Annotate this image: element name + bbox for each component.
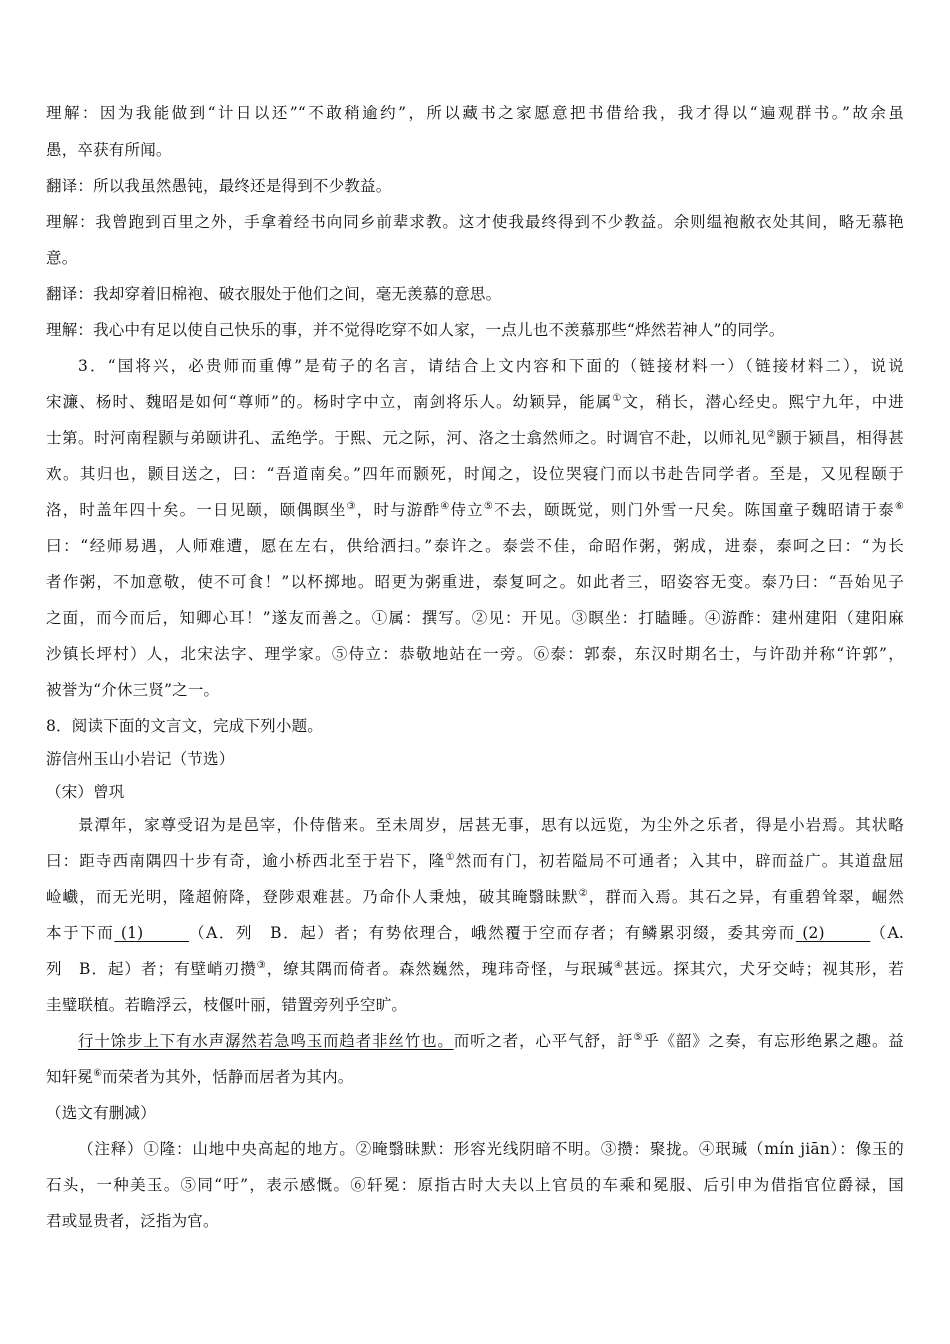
blank-1[interactable] [114,924,189,942]
blank-1-label: (1) [120,924,144,942]
q3-text: 文，稍长，潜心经史。熙宁九年，中进 [622,393,904,411]
q3-line-1: 3．“国将兴，必贵师而重傅”是荀子的名言，请结合上文内容和下面的（链接材料一）（链接材料二），说说 [78,357,904,375]
footnote-mark: ① [445,851,456,863]
q8-passage-line-7 [78,1031,904,1051]
footnote-mark: ④ [440,500,451,512]
q8-author: （宋）曾巩 [46,783,125,801]
q3-text: 洛，时盖年四十矣。一日见颐，颐偶瞑坐 [46,501,347,519]
q8-passage-line-4 [46,923,904,943]
q3-text: 颢于颍昌，相得甚 [776,429,904,447]
q8-title: 游信州玉山小岩记（节选） [46,750,235,768]
passage-text: （A. [870,924,904,942]
footnote-mark: ③ [346,500,357,512]
passage-text: 曰：距寺西南隅四十步有奇，逾小桥西北至于岩下，隆 [46,852,446,870]
q3-text: 宋濂、杨时、魏昭是如何“尊师”的。杨时字中立，南剑将乐人。幼颖异，能属 [46,393,613,411]
footnote-mark: ① [612,392,623,404]
passage-text: ，缭其隅而倚者。森然巍然，瑰玮奇怪，与珉瑊 [266,960,614,978]
translation-line-2: 翻译：我却穿着旧棉袍、破衣服处于他们之间，毫无羡慕的意思。 [46,285,502,303]
q3-line-7: 者作粥，不加意敬，使不可食！”以杯掷地。昭更为粥重进，泰复呵之。如此者三，昭姿容无变。泰乃曰：“吾始见子 [46,573,904,591]
q3-text: 侍立 [450,501,484,519]
q3-line-10: 被誉为“介休三贤”之一。 [46,681,220,699]
q8-notes-line-1: （注释）①隆：山地中央高起的地方。②晻翳昧默：形容光线阴暗不明。③攒：聚拢。④珉瑊（mín jiān）：像玉的 [78,1140,904,1158]
footnote-mark: ④ [613,959,624,971]
q3-text: 士第。时河南程颢与弟颐讲孔、孟绝学。于熙、元之际，河、洛之士翕然师之。时调官不赴，以师礼见 [46,429,767,447]
passage-text: （A．列 B．起）者；有势依理合，峨然覆于空而存者；有鳞累羽缀，委其旁而 [189,924,796,942]
q8-passage-line-5 [46,959,904,979]
explain-line-2: 愚，卒获有所闻。 [46,141,172,159]
q8-passage-line-8 [46,1067,904,1087]
footnote-mark: ⑤ [633,1031,644,1043]
passage-text: 然而有门，初若隘局不可通者；入其中，辟而益广。其道盘屈 [455,852,904,870]
explain-line-4: 意。 [46,249,78,267]
q3-line-6: 曰：“经师易遇，人师难遭，愿在左右，供给洒扫。”泰许之。泰尝不佳，命昭作粥，粥成，进泰，泰呵之曰：“为长 [46,537,904,555]
passage-text: 本于下而 [46,924,115,942]
footnote-mark: ② [766,428,777,440]
passage-text: 而荣者为其外，恬静而居者为其内。 [102,1068,354,1086]
q3-line-8: 之面，而今而后，知卿心耳！”遂友而善之。①属：撰写。②见：开见。③瞑坐：打瞌睡。④游酢：建州建阳（建阳麻 [46,609,904,627]
q8-notes-line-3: 君或显贵者，泛指为官。 [46,1212,219,1230]
passage-text: 甚远。探其穴，犬牙交峙；视其形，若 [623,960,904,978]
explain-line-5: 理解：我心中有足以使自己快乐的事，并不觉得吃穿不如人家，一点儿也不羡慕那些“烨然若神人”的同学。 [46,321,785,339]
passage-text: 崄巇，而无光明，隆超俯降，登陟艰难甚。乃命仆人秉烛，破其晻翳昧默 [46,888,579,906]
q3-line-4: 欢。其归也，颢目送之，曰：“吾道南矣。”四年而颢死，时闻之，设位哭寝门而以书赴告同学者。至是，又见程颐于 [46,465,904,483]
footnote-mark: ⑥ [93,1067,103,1079]
q8-abridged-note: （选文有删减） [46,1104,156,1122]
q3-line-2 [46,392,904,412]
q3-line-9: 沙镇长坪村）人，北宋法字、理学家。⑤侍立：恭敬地站在一旁。⑥泰：郭泰，东汉时期名士，与许劭并称“许郭”， [46,645,904,663]
passage-text: 列 B．起）者；有壁峭刃攒 [46,960,257,978]
q8-passage-line-6: 圭璧联植。若瞻浮云，枝偃叶丽，错置旁列乎空旷。 [46,996,408,1014]
passage-text: 而听之者，心平气舒，訏 [453,1032,634,1050]
blank-2[interactable] [796,924,871,942]
q8-notes-line-2: 石头，一种美玉。⑤同“吁”，表示感慨。⑥轩冕：原指古时大夫以上官员的车乘和冕服、后引申为借指官位爵禄，国 [46,1176,904,1194]
q3-line-3 [46,428,904,448]
explain-line-3: 理解：我曾跑到百里之外，手拿着经书向同乡前辈求教。这才使我最终得到不少教益。余则缊袍敝衣处其间，略无慕艳 [46,213,904,231]
translation-line-1: 翻译：所以我虽然愚钝，最终还是得到不少教益。 [46,177,392,195]
blank-2-label: (2) [802,924,825,942]
footnote-mark: ③ [256,959,267,971]
footnote-mark: ② [578,887,589,899]
passage-text: 乎《韶》之奏，有忘形绝累之趣。益 [643,1032,904,1050]
passage-text: ，群而入焉。其石之异，有重碧耸翠，崛然 [588,888,904,906]
q8-passage-line-2 [46,851,904,871]
q8-passage-line-1: 景潭年，家尊受诏为是邑宰，仆侍偕来。至未周岁，居甚无事，思有以远览，为尘外之乐者，得是小岩焉。其状略 [78,816,904,834]
underlined-sentence: 行十馀步上下有水声潺然若急鸣玉而趋者非丝竹也。 [78,1032,454,1050]
footnote-mark: ⑥ [894,500,904,512]
passage-text: 知轩冕 [46,1068,94,1086]
q8-passage-line-3 [46,887,904,907]
q3-text: ，时与游酢 [356,501,441,519]
explain-line-1: 理解：因为我能做到“计日以还”“不敢稍逾约”，所以藏书之家愿意把书借给我，我才得以“遍观群书。”故余虽 [46,104,904,122]
q3-text: 不去，颐既觉，则门外雪一尺矣。陈国童子魏昭请于泰 [494,501,895,519]
q8-intro: 8．阅读下面的文言文，完成下列小题。 [46,717,323,735]
q3-line-5 [46,500,904,520]
footnote-mark: ⑤ [483,500,495,512]
